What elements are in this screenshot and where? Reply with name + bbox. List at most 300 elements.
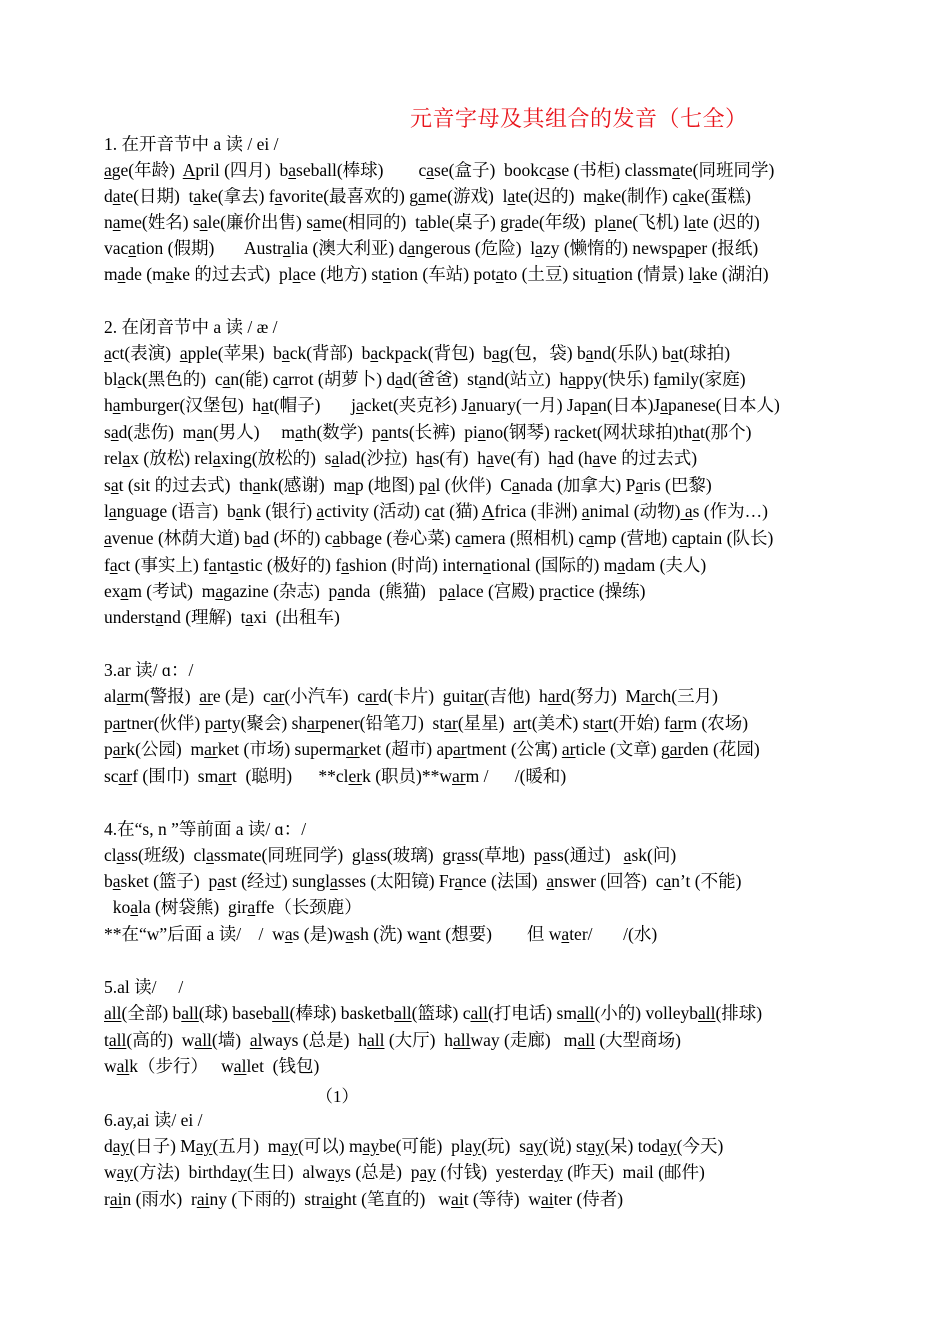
text-segment: let (钱包) [246,1056,320,1076]
text-segment: way (走廊) m [470,1030,578,1050]
text-segment: ex [104,581,121,601]
underlined-letters: a [486,448,494,468]
text-segment: ct (事实上) f [117,555,209,575]
underlined-letters: a [679,528,688,548]
underlined-letters: a [424,448,433,468]
underlined-letters: a [692,422,700,442]
underlined-letters: a [199,212,208,232]
underlined-letters: a [514,212,523,232]
text-line [104,659,193,681]
text-segment: nce (法国) [462,871,547,891]
text-segment: ke(蛋糕) [687,186,751,206]
underlined-letters: a [179,343,188,363]
text-segment: nd(乐队) b [593,343,671,363]
text-segment: ptain (队长) [687,528,774,548]
text-segment: lia (澳大利亚) d [290,238,408,258]
text-line [104,447,697,469]
text-segment: sket (篮子) p [120,871,218,891]
underlined-letters: all [394,1003,412,1023]
text-segment: rel [104,448,123,468]
text-segment: **在“w”后面 a 读/ / w [104,924,285,944]
text-line [104,1109,203,1131]
text-segment: sc [104,766,119,786]
text-segment: (墙) [211,1030,250,1050]
underlined-letters: a [112,186,121,206]
text-line [104,316,278,338]
underlined-letters: ar [669,713,684,733]
text-segment: p (地图) p [354,475,428,495]
text-segment: underst [104,607,156,627]
underlined-letters: all [576,1003,595,1023]
underlined-letters: a [117,369,126,389]
underlined-letters: a [130,897,139,917]
underlined-letters: a [403,343,412,363]
text-segment: (高的) w [126,1030,195,1050]
text-segment: bbage (卷心菜) c [340,528,463,548]
text-segment: (小汽车) c [284,686,366,706]
text-segment: sses (太阳镜) Fr [337,871,455,891]
text-segment: ne(飞机) l [615,212,689,232]
underlined-letters: all [366,1030,385,1050]
underlined-letters: ai [451,1189,464,1209]
underlined-letters: a [274,186,283,206]
text-line [104,976,183,998]
underlined-letters: a [313,212,321,232]
underlined-letters: a [586,528,594,548]
underlined-letters: a [112,395,121,415]
underlined-letters: a [355,395,364,415]
underlined-letters: a [155,607,164,627]
text-segment: (日子) M [129,1136,196,1156]
text-segment: s (总是) p [344,1162,420,1182]
underlined-letters: ay [195,1136,213,1156]
underlined-letters: a [284,924,293,944]
text-segment: ke(制作) c [604,186,680,206]
underlined-letters: a [196,422,205,442]
text-segment: (五月) m [212,1136,282,1156]
text-segment: 5.al 读/ / [104,977,184,997]
text-segment: nd (理解) t [163,607,246,627]
text-segment: ris (巴黎) [643,475,712,495]
text-segment: ck(背包) b [411,343,492,363]
underlined-letters: a [546,871,555,891]
underlined-letters: ar [112,739,127,759]
underlined-letters: a [495,264,504,284]
text-segment: t (sit 的过去式) th [118,475,253,495]
text-line [104,606,340,628]
text-segment: m(警报) [130,686,200,706]
underlined-letters: a [546,160,555,180]
text-line [104,263,769,285]
text-segment: 1. 在开音节中 a 读 / ei / [104,134,279,154]
underlined-letters: a [418,186,426,206]
text-segment: tment (公寓) [466,739,562,759]
text-segment: se (书柜) classm [554,160,673,180]
text-segment: d [104,1136,113,1156]
underlined-letters: a [483,555,491,575]
text-segment: r [104,1189,110,1209]
text-segment: ck(黑色的) c [125,369,223,389]
underlined-letters: a [380,422,389,442]
underlined-letters: A [481,501,495,521]
underlined-letters: ar [365,686,379,706]
text-segment: f [104,555,110,575]
underlined-letters: a [557,448,565,468]
underlined-letters: a [407,238,416,258]
underlined-letters: ay [281,1136,298,1156]
underlined-letters: ar [470,686,484,706]
text-line [104,474,712,496]
text-segment: m / /(暖和) [465,766,567,786]
text-segment: n [104,212,113,232]
underlined-letters: a [491,343,500,363]
underlined-letters: a [206,845,214,865]
text-segment: lace (宫殿) pr [455,581,554,601]
text-segment: me(姓名) s [120,212,200,232]
text-segment: nimal (动物) [589,501,681,521]
text-segment: ke 的过去式) pl [173,264,293,284]
text-segment: d(努力) M [561,686,642,706]
underlined-letters: a [261,395,269,415]
underlined-letters: a [507,186,516,206]
underlined-letters: ay [464,1136,482,1156]
text-segment: la (树袋熊) gir [138,897,248,917]
text-segment: vorite(最喜欢的) g [282,186,418,206]
underlined-letters: ar [118,766,133,786]
text-line [104,1002,762,1024]
text-segment: m (农场) [683,713,749,733]
text-line [104,1135,723,1157]
underlined-letters: a [617,555,626,575]
text-segment: 4.在“s, n ”等前面 a 读/ ɑ：/ [104,819,307,839]
text-segment: mburger(汉堡包) h [120,395,262,415]
text-segment: s [104,422,111,442]
underlined-letters: A [182,160,196,180]
underlined-letters: al [233,1056,247,1076]
text-segment: vac [104,238,129,258]
text-line [104,1188,623,1210]
underlined-letters: a [104,528,112,548]
underlined-letters: a [672,160,680,180]
text-segment: mily(家庭) [666,369,746,389]
text-segment: st (经过) sungl [225,871,331,891]
text-segment: le(廉价出售) s [207,212,314,232]
text-segment: te(迟的) m [515,186,597,206]
underlined-letters: a [592,448,601,468]
text-segment: tner(伙伴) p [126,713,214,733]
text-segment: sh (洗) w [353,924,420,944]
underlined-letters: ar [112,713,127,733]
text-segment: me(游戏) l [425,186,508,206]
text-segment: ss(通过) [550,845,624,865]
text-segment: dam (夫人) [625,555,707,575]
underlined-letters: a [347,475,355,495]
text-segment: s (是)w [292,924,346,944]
text-segment: ke (湖泊) [700,264,769,284]
text-segment: tion (情景) l [605,264,694,284]
underlined-letters: ar [204,739,218,759]
text-segment: p [104,713,113,733]
text-segment: l [104,501,109,521]
text-segment: e (是) c [212,686,271,706]
text-segment: seball(棒球) c [296,160,427,180]
text-segment: ckp [378,343,404,363]
text-segment: ch(三月) [654,686,718,706]
underlined-letters: ar [116,686,131,706]
underlined-letters: ar [213,713,227,733]
underlined-letters: a [468,395,477,415]
underlined-letters: all [194,1030,212,1050]
text-segment: al [104,686,117,706]
underlined-letters: ar [199,686,213,706]
underlined-letters: a [477,422,486,442]
underlined-letters: a [679,186,688,206]
text-segment: pril (四月) b [195,160,289,180]
underlined-letters: a [427,475,436,495]
text-segment: nuary(一月) Jap [476,395,591,415]
underlined-letters: ay [112,1136,130,1156]
text-segment: (大型商场) [594,1030,681,1050]
underlined-letters: a [370,343,379,363]
text-segment: (排球) [715,1003,763,1023]
text-segment: ve 的过去式) [600,448,698,468]
underlined-letters: ay [116,1162,134,1182]
text-segment: pener(铅笔刀) st [320,713,445,733]
underlined-letters: ar [452,766,466,786]
underlined-letters: a [345,924,354,944]
underlined-letters: ar [641,686,655,706]
underlined-letters: a [447,581,456,601]
underlined-letters: a [104,343,112,363]
text-line [104,923,657,945]
underlined-letters: all [697,1003,716,1023]
underlined-letters: a [337,581,346,601]
text-segment: (方法) birthd [133,1162,231,1182]
underlined-letters: a [419,924,428,944]
text-segment: zy (懒惰的) newsp [542,238,678,258]
text-line [104,237,758,259]
underlined-letters: a [597,264,606,284]
text-line [104,1029,681,1051]
text-line [104,368,746,390]
text-segment: ge(年龄) [111,160,183,180]
text-segment: (篮球) c [411,1003,471,1023]
underlined-letters: a [215,581,224,601]
text-segment: se(盒子) bookc [434,160,547,180]
underlined-letters: a [395,369,403,389]
underlined-letters: a [235,501,244,521]
text-segment: m [104,264,118,284]
underlined-letters: ay [362,1136,380,1156]
text-segment: 3.ar 读/ ɑ：/ [104,660,194,680]
text-segment: per (报纸) [684,238,759,258]
text-segment: t (聪明) **cl [231,766,349,786]
underlined-letters: a [120,581,129,601]
underlined-letters: ar [547,686,562,706]
text-segment: rrot (胡萝卜) d [288,369,396,389]
underlined-letters: a [165,264,174,284]
text-segment: nk(感谢) m [260,475,348,495]
text-segment: nk (银行) [243,501,317,521]
text-segment: nts(长裤) pi [388,422,478,442]
underlined-letters: ar [452,739,467,759]
underlined-letters: a [553,581,562,601]
text-segment: xing(放松的) s [220,448,332,468]
text-segment: t [104,1030,109,1050]
underlined-letters: all [470,1003,488,1023]
underlined-letters: al [249,1030,263,1050]
underlined-letters: a [680,501,693,521]
text-segment: n’t (不能) [671,871,742,891]
underlined-letters: a [677,238,685,258]
text-segment: den (花园) [683,739,760,759]
underlined-letters: a [454,871,463,891]
underlined-letters: a [608,212,616,232]
text-segment: cket(网状球拍)th [567,422,693,442]
text-segment: (星星) [457,713,514,733]
underlined-letters: a [568,369,576,389]
text-line [104,870,741,892]
text-segment: mera (照相机) c [470,528,587,548]
underlined-letters: a [288,160,297,180]
text-segment: t(开始) f [608,713,670,733]
underlined-letters: a [193,186,202,206]
text-segment: n(男人) m [204,422,296,442]
underlined-letters: ai [109,1189,123,1209]
text-segment: (大厅) h [384,1030,453,1050]
text-segment: ter (侍者) [553,1189,624,1209]
underlined-letters: a [281,343,290,363]
text-segment: nguage (语言) b [116,501,236,521]
text-segment: 6.ay,ai 读/ ei / [104,1110,203,1130]
text-segment: (打电话) sm [487,1003,577,1023]
text-segment: no(钢琴) r [485,422,560,442]
text-segment: te(日期) t [120,186,194,206]
text-segment: ck(背部) b [289,343,371,363]
underlined-letters: a [230,555,239,575]
text-segment: (昨天) mail (邮件) [562,1162,705,1182]
text-segment: ctice (操练) [561,581,646,601]
text-segment: nd(站立) h [486,369,569,389]
text-segment: ve(有) h [493,448,558,468]
underlined-letters: a [295,422,303,442]
underlined-letters: a [108,501,117,521]
text-line [104,159,774,181]
text-segment: 2. 在闭音节中 a 读 / æ / [104,317,278,337]
underlined-letters: a [462,528,471,548]
underlined-letters: ai [196,1189,210,1209]
text-line [104,1055,319,1077]
text-segment: ter/ /(水) [569,924,658,944]
text-segment: s(有) h [432,448,487,468]
text-segment: ngerous (危险) l [415,238,536,258]
text-segment: ke(拿去) f [201,186,275,206]
text-segment: t (等待) w [463,1189,541,1209]
text-segment: k (职员)**w [362,766,453,786]
text-segment: t(美术) st [526,713,595,733]
underlined-letters: a [585,343,594,363]
underlined-letters: ai [540,1189,554,1209]
text-segment: th(数学) p [302,422,381,442]
underlined-letters: a [426,160,435,180]
underlined-letters: ay [327,1162,345,1182]
text-segment: d(卡片) guit [378,686,471,706]
text-segment: w [104,1162,117,1182]
text-segment: ss(玻璃) gr [373,845,457,865]
underlined-letters: a [635,475,644,495]
text-segment: tion (假期) Austr [136,238,283,258]
text-segment: (球) baseb [198,1003,273,1023]
underlined-letters: ar [346,739,360,759]
text-segment: frica (非洲) [494,501,582,521]
text-segment: ny (下雨的) str [209,1189,322,1209]
underlined-letters: a [660,395,668,415]
text-segment: te(同班同学) [680,160,775,180]
underlined-letters: a [282,238,291,258]
text-segment: (说) st [542,1136,588,1156]
text-segment: ct(表演) [111,343,180,363]
text-segment: shion (时尚) intern [349,555,484,575]
underlined-letters: ay [230,1162,247,1182]
text-segment: venue (林荫大道) b [111,528,253,548]
text-segment: pple(苹果) b [187,343,282,363]
text-segment: nswer (回答) c [554,871,664,891]
text-line [104,818,306,840]
text-segment: ble(桌子) gr [427,212,515,232]
underlined-letters: a [581,501,590,521]
text-segment: cket(夹克衫) J [363,395,469,415]
text-line [104,394,780,416]
text-segment: (玩) s [481,1136,526,1156]
text-line [104,765,566,787]
text-segment: n(能) c [230,369,281,389]
text-segment: tional (国际的) m [490,555,618,575]
text-segment: te (迟的) [696,212,760,232]
underlined-letters: a [116,845,125,865]
underlined-letters: ay [525,1136,543,1156]
underlined-letters: ar [561,739,576,759]
underlined-letters: a [292,264,301,284]
underlined-letters: a [535,238,543,258]
text-segment: m (考试) m [128,581,216,601]
text-line [104,421,752,443]
underlined-letters: a [112,871,121,891]
text-segment: xi (出租车) [253,607,340,627]
underlined-letters: a [511,475,520,495]
underlined-letters: ar [669,739,684,759]
underlined-letters: a [212,448,221,468]
text-segment: l (伙伴) C [435,475,512,495]
underlined-letters: a [623,845,632,865]
underlined-letters: a [330,871,338,891]
text-segment: t(帽子) j [268,395,356,415]
text-line [104,896,362,918]
underlined-letters: a [456,845,465,865]
underlined-letters: a [560,422,568,442]
underlined-letters: a [208,555,217,575]
underlined-letters: ar [270,686,285,706]
text-segment: ght (笔直的) w [334,1189,452,1209]
text-line [104,738,760,760]
underlined-letters: a [663,871,672,891]
text-segment: nada (加拿大) P [519,475,636,495]
text-segment: de(年级) pl [522,212,609,232]
text-segment: w [104,1056,117,1076]
text-segment: (付钱) yesterd [436,1162,547,1182]
underlined-letters: a [109,555,118,575]
text-segment: bl [104,369,118,389]
text-line [104,500,768,522]
